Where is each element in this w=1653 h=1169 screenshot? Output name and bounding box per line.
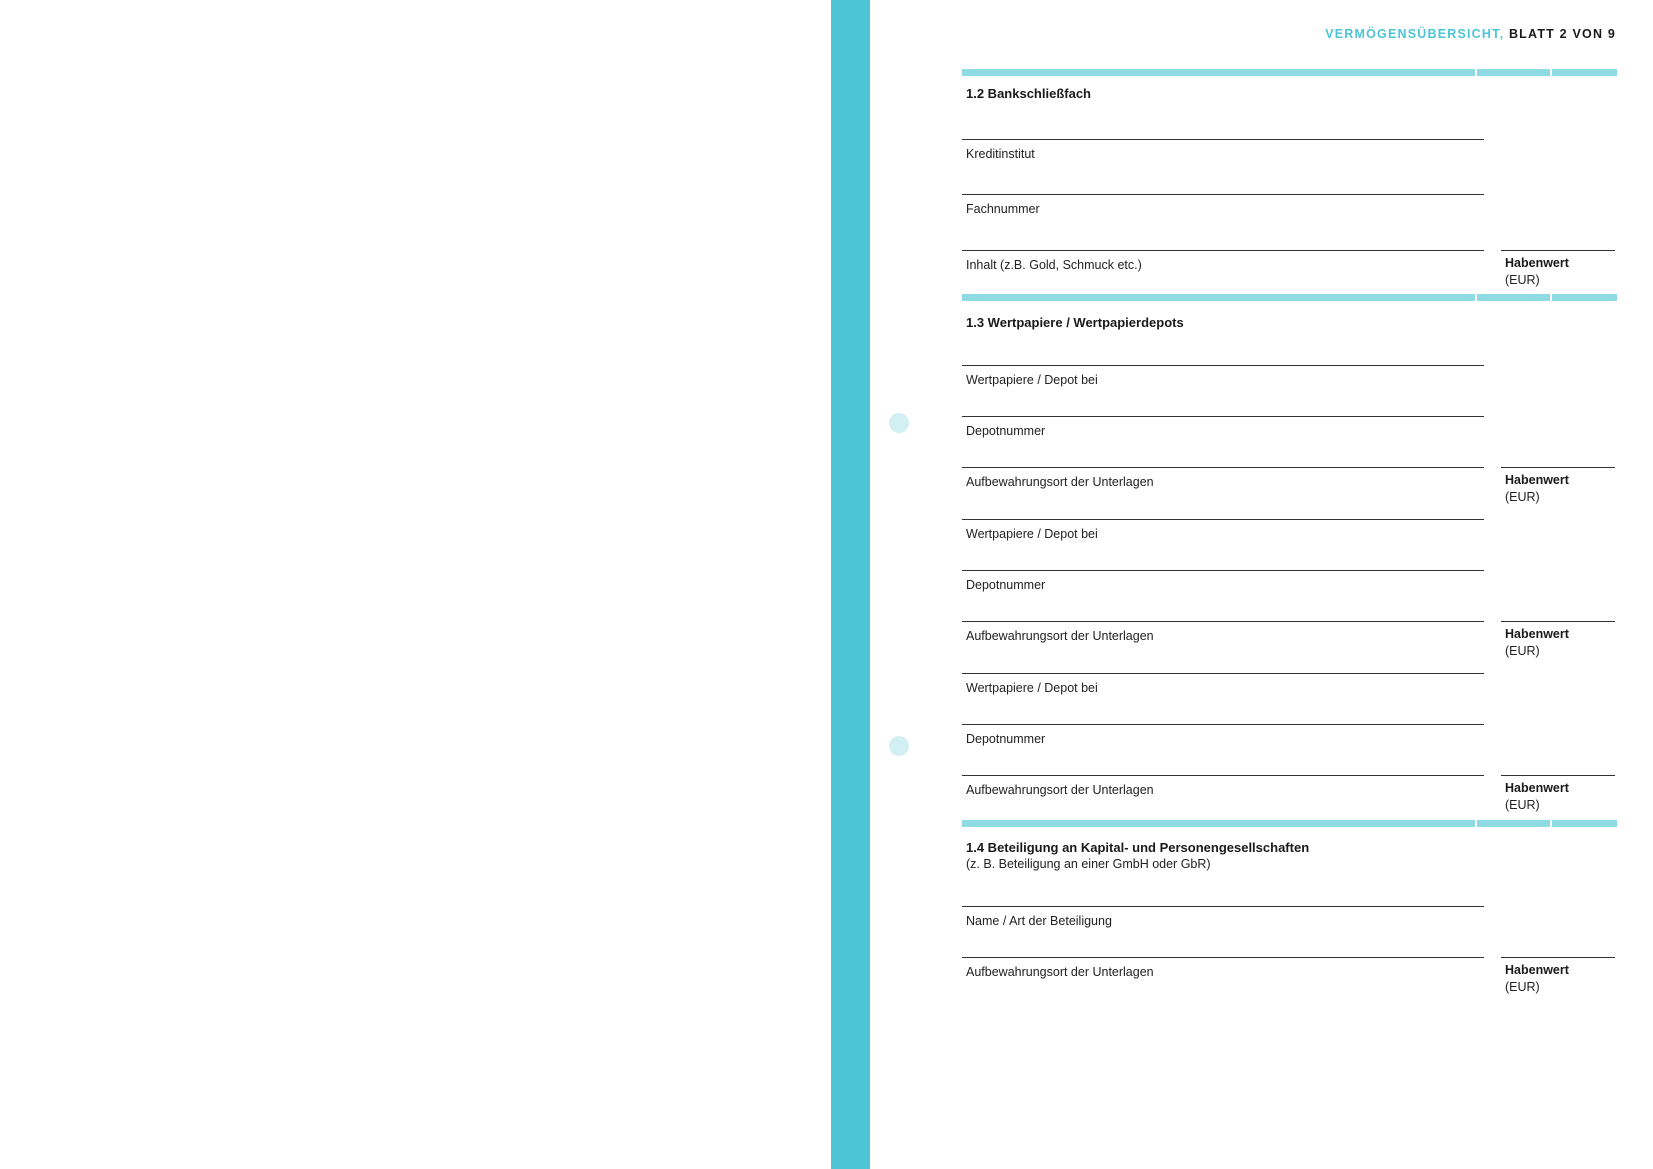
field-aufbewahrungsort-1[interactable] <box>962 467 1484 489</box>
value-field-1-3-a[interactable] <box>1501 467 1615 468</box>
section-bar-1-2 <box>962 69 1617 76</box>
section-bar-1-3 <box>962 294 1617 301</box>
punch-hole-top <box>889 413 909 433</box>
field-depotnummer-1[interactable] <box>962 416 1484 438</box>
field-label: Wertpapiere / Depot bei <box>966 373 1098 387</box>
field-label: Kreditinstitut <box>966 147 1035 161</box>
value-unit: (EUR) <box>1505 798 1540 812</box>
field-depot-bei-3[interactable] <box>962 673 1484 695</box>
field-depotnummer-3[interactable] <box>962 724 1484 746</box>
field-kreditinstitut[interactable] <box>962 139 1484 161</box>
field-label: Fachnummer <box>966 202 1040 216</box>
field-label: Depotnummer <box>966 424 1046 438</box>
field-label: Aufbewahrungsort der Unterlagen <box>966 783 1154 797</box>
field-label: Depotnummer <box>966 578 1046 592</box>
field-label: Wertpapiere / Depot bei <box>966 527 1098 541</box>
field-aufbewahrungsort-4[interactable] <box>962 957 1484 979</box>
section-title: 1.4 Beteiligung an Kapital- und Personengesellschaften <box>966 840 1310 855</box>
field-inhalt[interactable] <box>962 250 1484 272</box>
field-label: Inhalt (z.B. Gold, Schmuck etc.) <box>966 258 1142 272</box>
field-aufbewahrungsort-2[interactable] <box>962 621 1484 643</box>
field-label: Depotnummer <box>966 732 1046 746</box>
header-section-title: VERMÖGENSÜBERSICHT, <box>1325 27 1505 41</box>
value-unit: (EUR) <box>1505 273 1540 287</box>
field-label: Aufbewahrungsort der Unterlagen <box>966 965 1154 979</box>
value-field-1-4[interactable] <box>1501 957 1615 958</box>
field-depotnummer-2[interactable] <box>962 570 1484 592</box>
value-unit: (EUR) <box>1505 644 1540 658</box>
section-title: 1.2 Bankschließfach <box>966 86 1091 101</box>
value-field-1-3-c[interactable] <box>1501 775 1615 776</box>
value-label: Habenwert <box>1505 473 1569 487</box>
punch-hole-bottom <box>889 736 909 756</box>
value-field-1-3-b[interactable] <box>1501 621 1615 622</box>
field-depot-bei-2[interactable] <box>962 519 1484 541</box>
value-label: Habenwert <box>1505 781 1569 795</box>
field-fachnummer[interactable] <box>962 194 1484 216</box>
field-label: Wertpapiere / Depot bei <box>966 681 1098 695</box>
field-depot-bei-1[interactable] <box>962 365 1484 387</box>
binder-strip <box>831 0 870 1169</box>
value-field-1-2[interactable] <box>1501 250 1615 251</box>
header-page-number: BLATT 2 VON 9 <box>1508 27 1616 41</box>
value-label: Habenwert <box>1505 256 1569 270</box>
field-aufbewahrungsort-3[interactable] <box>962 775 1484 797</box>
field-label: Aufbewahrungsort der Unterlagen <box>966 475 1154 489</box>
value-label: Habenwert <box>1505 963 1569 977</box>
value-label: Habenwert <box>1505 627 1569 641</box>
value-unit: (EUR) <box>1505 980 1540 994</box>
field-label: Name / Art der Beteiligung <box>966 914 1112 928</box>
section-note: (z. B. Beteiligung an einer GmbH oder GbR) <box>966 857 1211 871</box>
section-title: 1.3 Wertpapiere / Wertpapierdepots <box>966 315 1184 330</box>
section-bar-1-4 <box>962 820 1617 827</box>
field-name-beteiligung[interactable] <box>962 906 1484 928</box>
page-header <box>1325 27 1616 41</box>
value-unit: (EUR) <box>1505 490 1540 504</box>
field-label: Aufbewahrungsort der Unterlagen <box>966 629 1154 643</box>
